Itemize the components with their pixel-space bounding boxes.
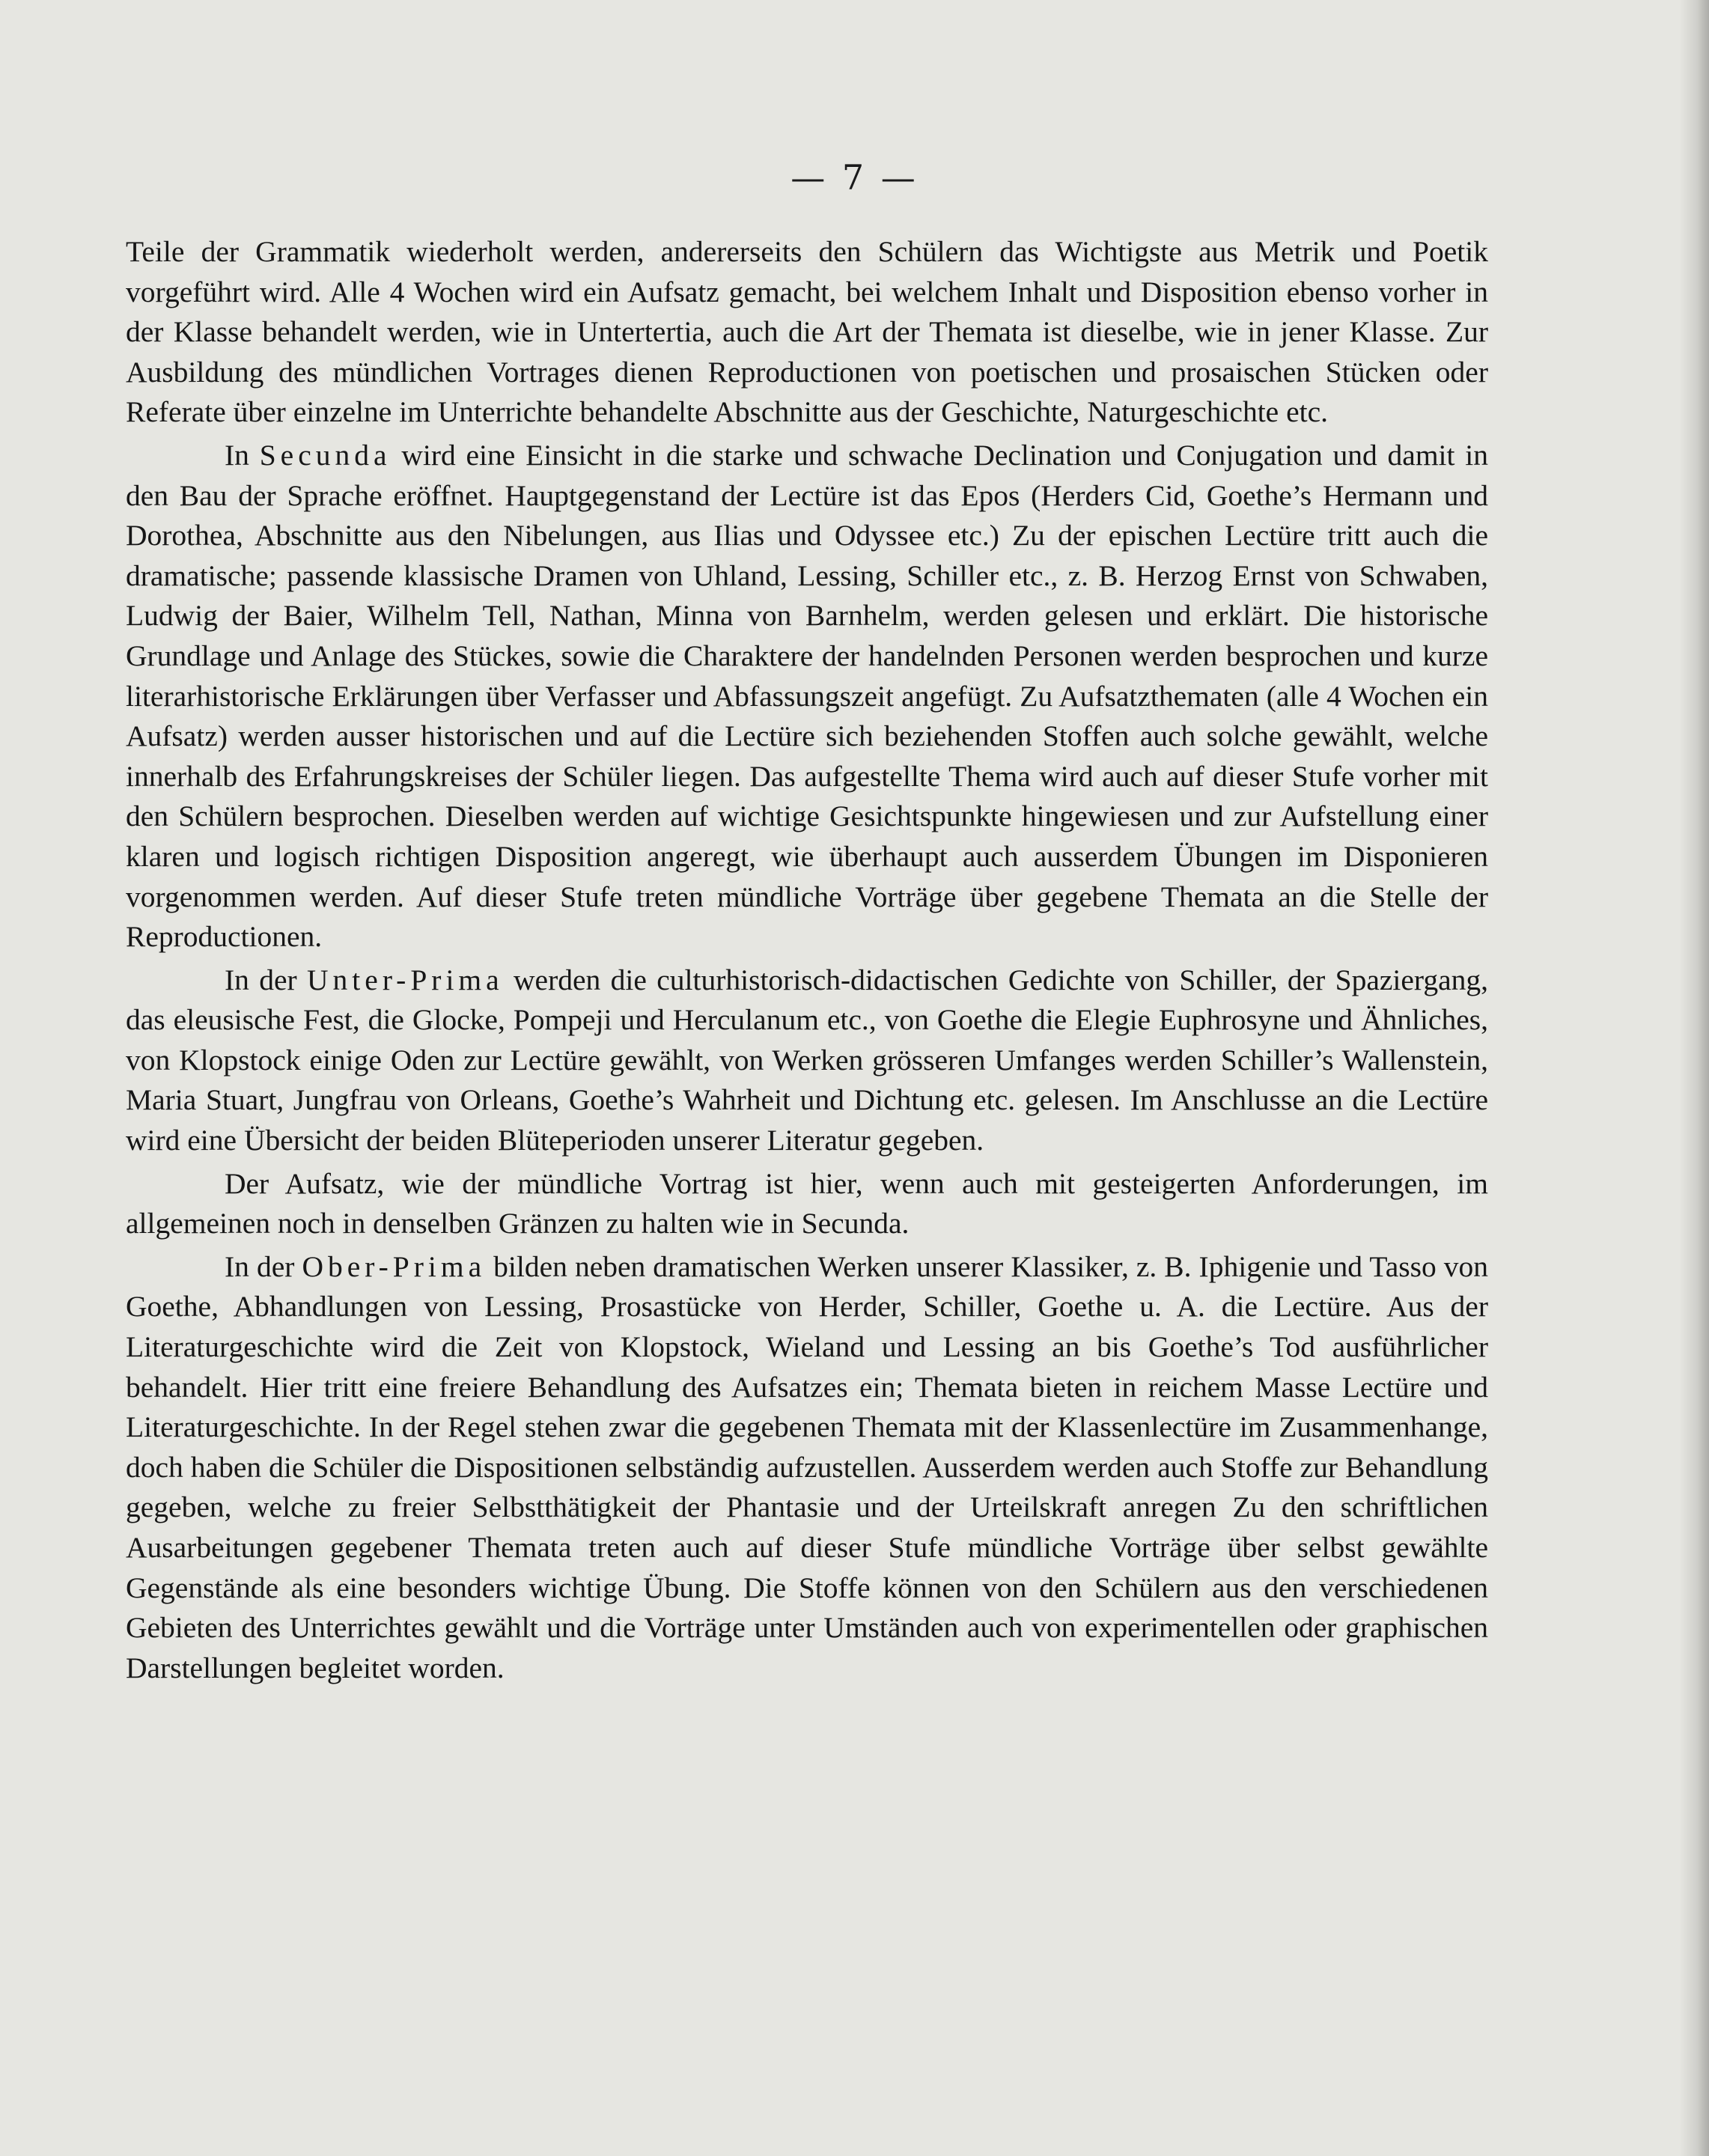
paragraph-text: werden die culturhistorisch-didactischen Gedichte von Schiller, der Spaziergang, das eleusische Fest, die Glocke, Pompeji und Herculanum etc., von Goethe die Elegie Euphrosyne und Ähnliches, von Klopstock einige Oden zur Lectüre gewählt, von Werken grösseren Umfanges werden Schiller’s Wallenstein, Maria Stuart, Jungfrau von Orleans, Goethe’s Wahrheit und Dichtung etc. gelesen. Im Anschlusse an die Lectüre wird eine Übersicht der beiden Blüteperioden unserer Literatur gegeben. — [126, 963, 1489, 1157]
class-term-unter-prima: Unter-Prima — [307, 963, 504, 996]
class-term-ober-prima: Ober-Prima — [302, 1249, 487, 1283]
body-text — [126, 232, 1488, 1691]
paragraph-lead: In der — [225, 1249, 295, 1283]
paragraph-text: bilden neben dramatischen Werken unserer Klassiker, z. B. Iphigenie und Tasso von Goethe, Abhandlungen von Lessing, Prosastücke von Herder, Schiller, Goethe u. A. die Lectüre. Aus der Literaturgeschichte wird die Zeit von Klopstock, Wieland und Lessing an bis Goethe’s Tod ausführlicher behandelt. Hier tritt eine freiere Behandlung des Aufsatzes ein; Themata bieten in reichem Masse Lectüre und Literaturgeschichte. In der Regel stehen zwar die gegebenen Themata mit der Klassenlectüre im Zusammenhange, doch haben die Schüler die Dispositionen selbständig aufzustellen. Ausserdem werden auch Stoffe zur Behandlung gegeben, welche zu freier Selbstthätigkeit der Phantasie und der Urteilskraft anregen Zu den schriftlichen Ausarbeitungen gegebener Themata treten auch auf dieser Stufe mündliche Vorträge über selbst gewählte Gegenstände als eine besonders wichtige Übung. Die Stoffe können von den Schülern aus den verschiedenen Gebieten des Unterrichtes gewählt und die Vorträge unter Umständen auch von experimentellen oder graphischen Darstellungen begleitet worden. — [126, 1249, 1489, 1684]
paragraph-text: Der Aufsatz, wie der mündliche Vortrag ist hier, wenn auch mit gesteigerten Anforderungen, im allgemeinen noch in denselben Gränzen zu halten wie in Secunda. — [126, 1166, 1488, 1240]
page-edge-shadow — [1679, 0, 1709, 2156]
paragraph-lead: In der — [225, 963, 297, 996]
page-number: — 7 — — [790, 157, 919, 198]
paragraph-unter-prima — [126, 960, 1488, 1161]
paragraph-aufsatz — [126, 1164, 1488, 1244]
paragraph-ober-prima — [126, 1247, 1488, 1689]
paragraph-text: Teile der Grammatik wiederholt werden, andererseits den Schülern das Wichtigste aus Metrik und Poetik vorgeführt wird. Alle 4 Wochen wird ein Aufsatz gemacht, bei welchem Inhalt und Disposition ebenso vorher in der Klasse behandelt werden, wie in Untertertia, auch die Art der Themata ist dieselbe, wie in jener Klasse. Zur Ausbildung des mündlichen Vortrages dienen Reproductionen von poetischen und prosaischen Stücken oder Referate über einzelne im Unterrichte behandelte Abschnitte aus der Geschichte, Naturgeschichte etc. — [126, 235, 1488, 429]
class-term-secunda: Secunda — [259, 438, 392, 472]
paragraph-secunda — [126, 436, 1488, 957]
paragraph-continuation — [126, 232, 1488, 433]
paragraph-text: wird eine Einsicht in die starke und schwache Declination und Conjugation und damit in den Bau der Sprache eröffnet. Hauptgegenstand der Lectüre ist das Epos (Herders Cid, Goethe’s Hermann und Dorothea, Abschnitte aus den Nibelungen, aus Ilias und Odyssee etc.) Zu der epischen Lectüre tritt auch die dramatische; passende klassische Dramen von Uhland, Lessing, Schiller etc., z. B. Herzog Ernst von Schwaben, Ludwig der Baier, Wilhelm Tell, Nathan, Minna von Barnhelm, werden gelesen und erklärt. Die historische Grundlage und Anlage des Stückes, sowie die Charaktere der handelnden Personen werden besprochen und kurze literarhistorische Erklärungen über Verfasser und Abfassungszeit angefügt. Zu Aufsatzthematen (alle 4 Wochen ein Aufsatz) werden ausser historischen und auf die Lectüre sich beziehenden Stoffen auch solche gewählt, welche innerhalb des Erfahrungskreises der Schüler liegen. Das aufgestellte Thema wird auch auf dieser Stufe vorher mit den Schülern besprochen. Dieselben werden auf wichtige Gesichtspunkte hingewiesen und zur Aufstellung einer klaren und logisch richtigen Disposition angeregt, wie überhaupt auch ausserdem Übungen im Disponieren vorgenommen werden. Auf dieser Stufe treten mündliche Vorträge über gegebene Themata an die Stelle der Reproductionen. — [126, 438, 1489, 954]
paragraph-lead: In — [225, 438, 249, 472]
